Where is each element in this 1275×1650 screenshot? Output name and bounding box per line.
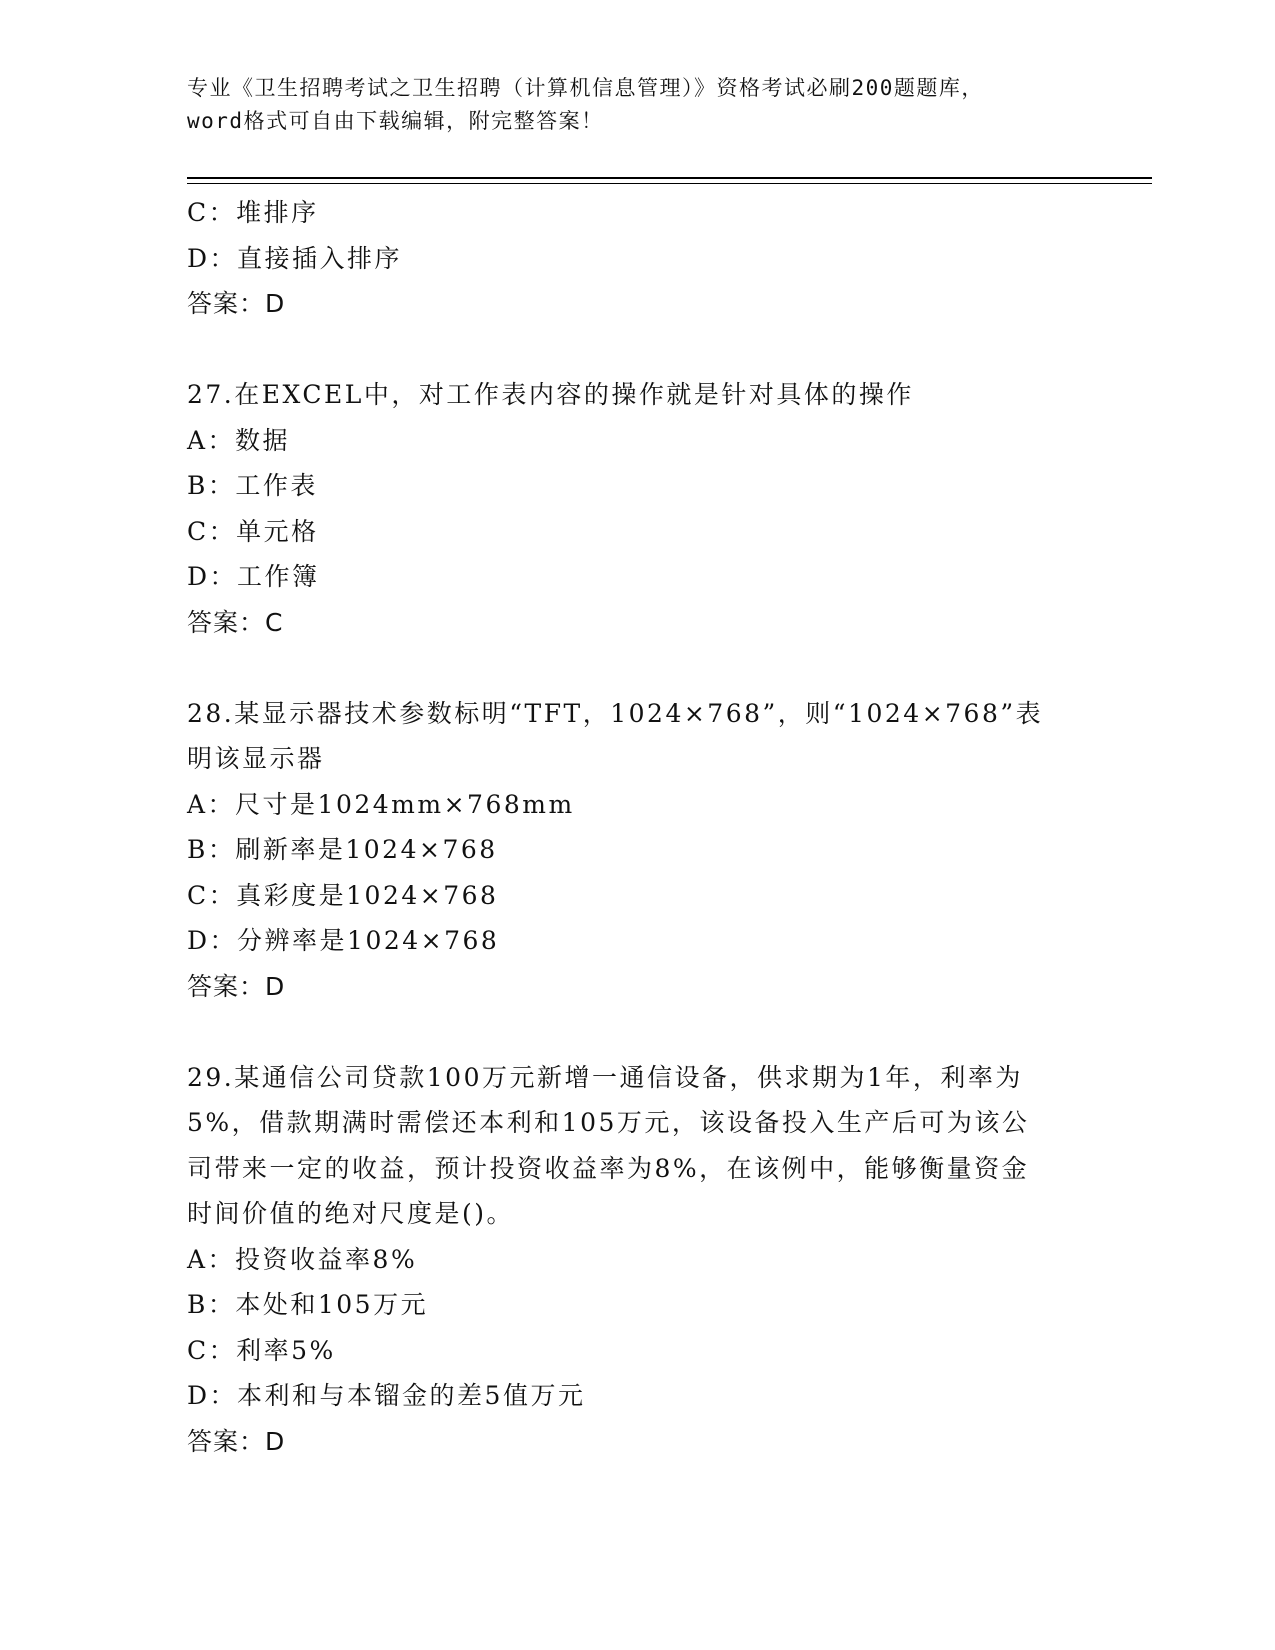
question-stem-line-4: 时间价值的绝对尺度是()。 [187,1199,515,1228]
option-b: B：工作表 [187,471,318,500]
option-a: A：投资收益率8% [187,1244,418,1274]
option-c: C：单元格 [187,516,319,546]
question-stem-line-2: 5%，借款期满时需偿还本利和105万元，该设备投入生产后可为该公 [187,1108,1030,1137]
question-29 [187,1055,1087,1465]
option-d: D：本利和与本镏金的差5值万元 [187,1381,586,1410]
option-a: A：尺寸是1024mm×768mm [187,789,575,819]
option-a: A：数据 [187,425,291,455]
header-divider-thin [187,183,1152,184]
answer-text: 答案：D [187,971,286,1001]
question-stem-line-1: 28.某显示器技术参数标明“TFT，1024×768”，则“1024×768”表 [187,698,1044,728]
option-b: B：本处和105万元 [187,1290,429,1319]
option-d: D：直接插入排序 [187,243,403,273]
header-line-2: word格式可自由下载编辑，附完整答案！ [187,109,604,133]
spacer [187,327,1087,373]
document-header [187,72,1087,138]
question-27 [187,372,1087,645]
question-stem-line-2: 明该显示器 [187,744,325,773]
answer-text: 答案：D [187,1426,286,1456]
spacer [187,645,1087,691]
question-list [187,190,1087,1464]
question-28 [187,691,1087,1010]
header-line-1: 专业《卫生招聘考试之卫生招聘（计算机信息管理）》资格考试必刷200题题库， [187,76,984,100]
question-stem-line-3: 司带来一定的收益，预计投资收益率为8%，在该例中，能够衡量资金 [187,1153,1030,1183]
option-c: C：真彩度是1024×768 [187,880,499,910]
option-c: C：堆排序 [187,198,319,227]
question-stem: 27.在EXCEL中，对工作表内容的操作就是针对具体的操作 [187,380,914,409]
header-divider-thick [187,177,1152,179]
spacer [187,1009,1087,1055]
question-stem-line-1: 29.某通信公司贷款100万元新增一通信设备，供求期为1年，利率为 [187,1062,1023,1092]
answer-text: 答案：D [187,289,286,318]
option-d: D：工作簿 [187,562,320,591]
answer-text: 答案：C [187,607,284,637]
option-b: B：刷新率是1024×768 [187,835,498,864]
question-26-continued [187,190,1087,327]
option-d: D：分辨率是1024×768 [187,926,500,955]
option-c: C：利率5% [187,1335,336,1365]
